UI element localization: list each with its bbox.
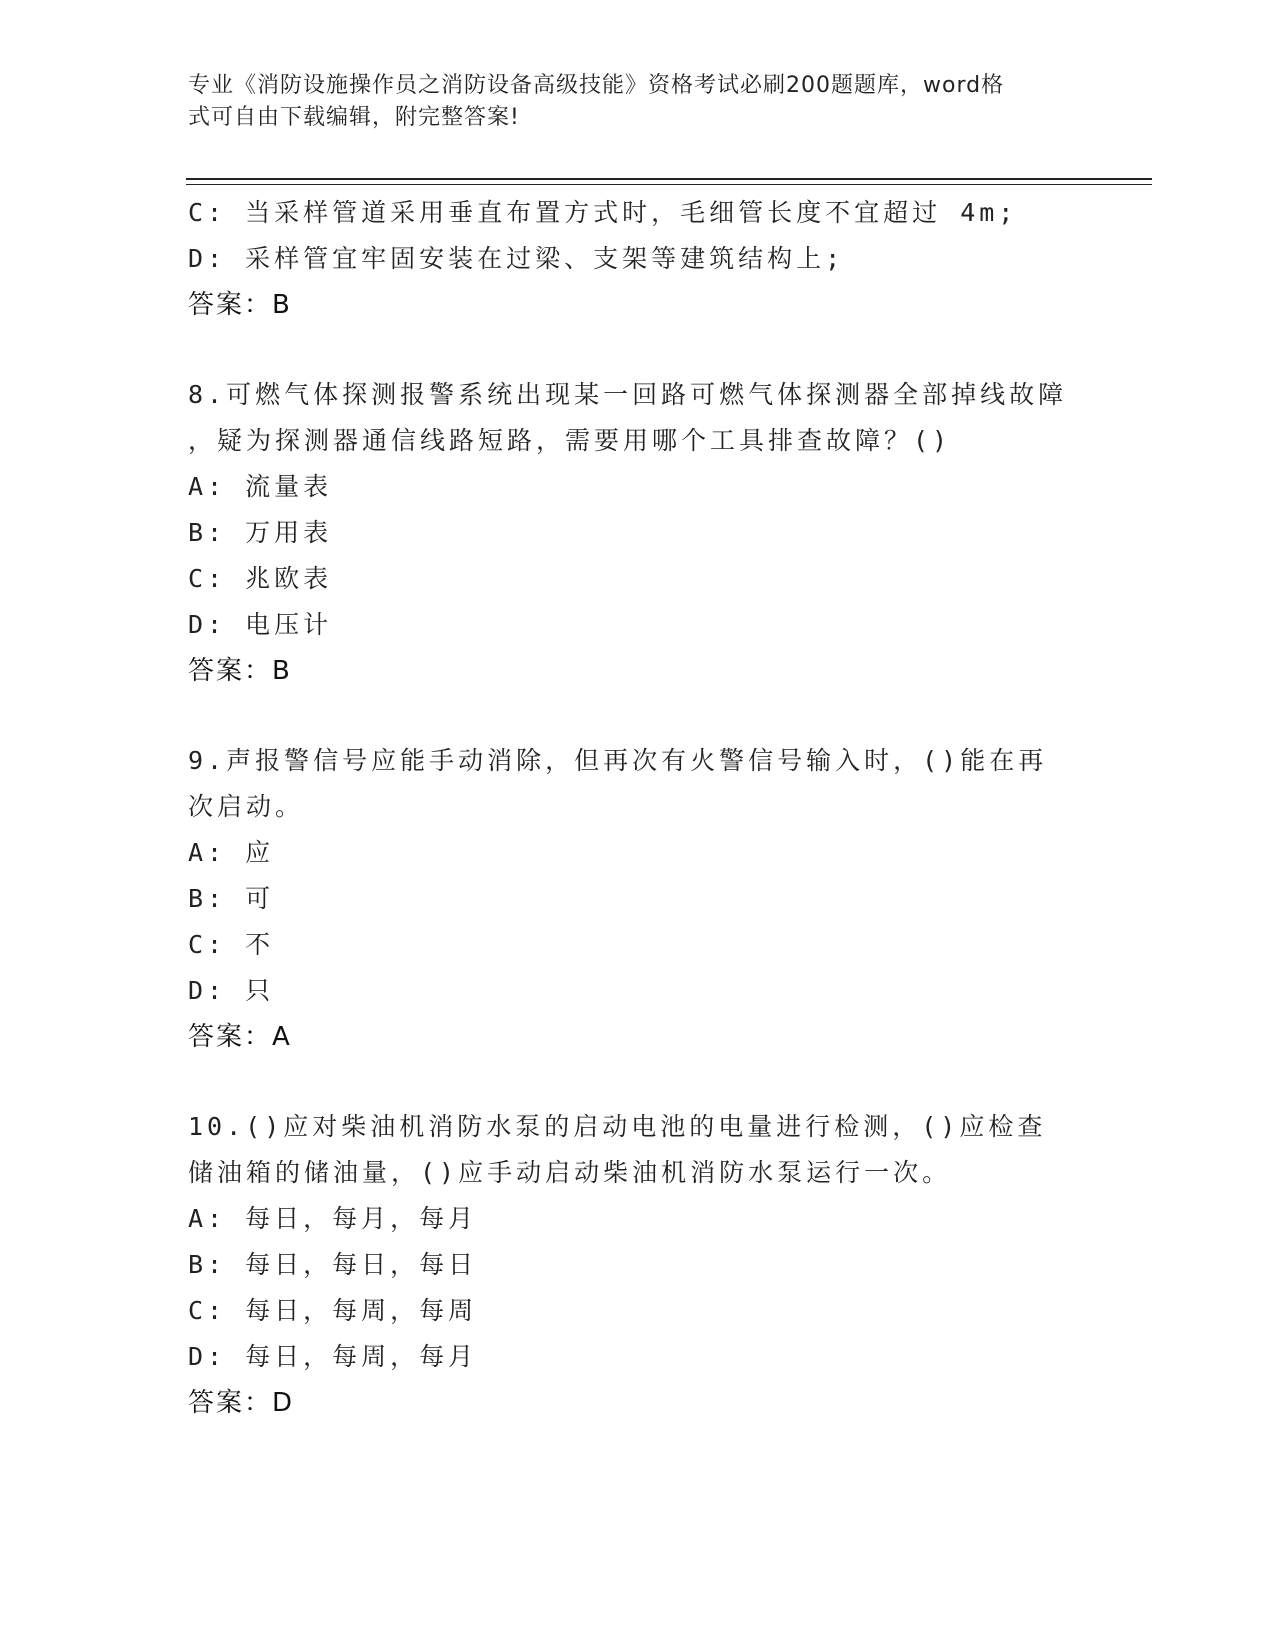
question-stem-line: 8.可燃气体探测报警系统出现某一回路可燃气体探测器全部掉线故障 (188, 380, 1068, 409)
header-divider-thin (186, 184, 1152, 185)
option-b: B: 万用表 (188, 518, 333, 547)
question-content (188, 190, 1088, 1426)
option-d: D: 只 (188, 976, 275, 1005)
header-divider-thick (186, 178, 1152, 180)
question-stem-line: 9.声报警信号应能手动消除，但再次有火警信号输入时，()能在再 (188, 746, 1048, 775)
answer-line: 答案：A (188, 1022, 292, 1052)
option-a: A: 应 (188, 838, 275, 867)
option-a: A: 流量表 (188, 472, 333, 501)
option-c: C: 当采样管道采用垂直布置方式时，毛细管长度不宜超过 4m; (188, 198, 1018, 227)
header-line-2: 式可自由下载编辑，附完整答案! (188, 105, 520, 130)
question-8 (188, 372, 1088, 694)
option-b: B: 可 (188, 884, 275, 913)
header-line-1: 专业《消防设施操作员之消防设备高级技能》资格考试必刷200题题库，word格 (188, 73, 1005, 98)
answer-line: 答案：B (188, 656, 292, 686)
answer-line: 答案：D (188, 1388, 295, 1418)
option-a: A: 每日，每月，每月 (188, 1204, 478, 1233)
question-stem-line: ，疑为探测器通信线路短路，需要用哪个工具排查故障？() (188, 426, 952, 455)
option-c: C: 不 (188, 930, 275, 959)
question-stem-line: 次启动。 (188, 792, 305, 821)
question-10 (188, 1104, 1088, 1426)
question-stem-line: 10.()应对柴油机消防水泵的启动电池的电量进行检测，()应检查 (188, 1112, 1047, 1141)
answer-line: 答案：B (188, 290, 292, 320)
previous-question-tail (188, 190, 1088, 328)
option-c: C: 兆欧表 (188, 564, 333, 593)
option-d: D: 每日，每周，每月 (188, 1342, 478, 1371)
option-d: D: 电压计 (188, 610, 333, 639)
question-9 (188, 738, 1088, 1060)
question-stem-line: 储油箱的储油量，()应手动启动柴油机消防水泵运行一次。 (188, 1158, 952, 1187)
option-c: C: 每日，每周，每周 (188, 1296, 478, 1325)
option-b: B: 每日，每日，每日 (188, 1250, 478, 1279)
document-header (188, 70, 1068, 134)
option-d: D: 采样管宜牢固安装在过梁、支架等建筑结构上; (188, 244, 845, 273)
